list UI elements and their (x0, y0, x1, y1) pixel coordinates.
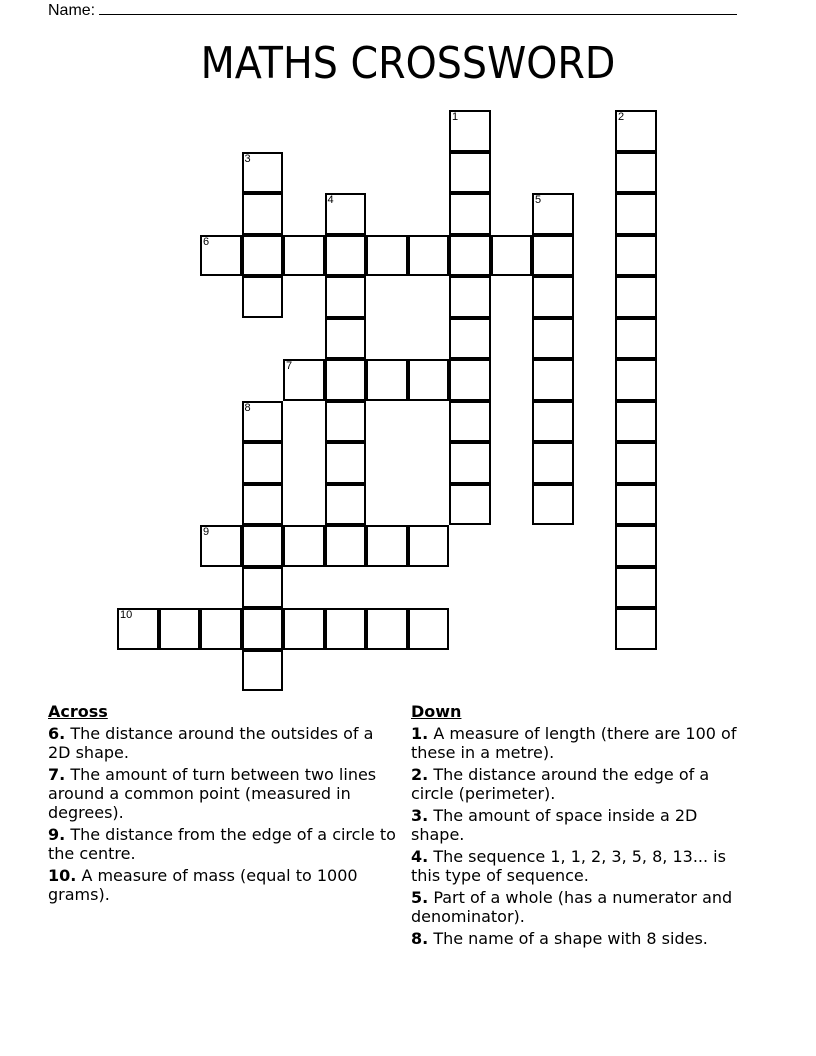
crossword-cell[interactable] (325, 235, 367, 277)
clue-number: 2. (411, 765, 429, 784)
across-clue (48, 866, 398, 904)
clue-number: 1 (452, 111, 459, 123)
crossword-cell[interactable] (325, 442, 367, 484)
crossword-cell[interactable] (615, 608, 657, 650)
crossword-cell[interactable] (449, 318, 491, 360)
clue-number: 3 (244, 152, 251, 165)
crossword-cell[interactable] (242, 401, 284, 443)
clue-number: 4 (327, 194, 334, 206)
crossword-cell[interactable] (242, 276, 284, 318)
crossword-cell[interactable] (615, 567, 657, 609)
crossword-cell[interactable] (532, 318, 574, 360)
crossword-cell[interactable] (449, 442, 491, 484)
across-clue (48, 825, 398, 863)
crossword-cell[interactable] (242, 442, 284, 484)
clue-number: 10 (120, 609, 133, 621)
down-clue (411, 806, 751, 844)
crossword-cell[interactable] (449, 401, 491, 443)
down-clue (411, 765, 751, 803)
clue-number: 6. (48, 724, 66, 743)
crossword-cell[interactable] (366, 235, 408, 277)
down-clues (411, 702, 751, 951)
clue-text: Part of a whole (has a numerator and denominator). (411, 888, 733, 926)
crossword-cell[interactable] (532, 276, 574, 318)
crossword-cell[interactable] (491, 235, 533, 277)
across-clue (48, 724, 398, 762)
clue-text: The amount of turn between two lines around a common point (measured in degrees). (48, 765, 377, 822)
crossword-cell[interactable] (408, 359, 450, 401)
crossword-cell[interactable] (449, 484, 491, 526)
clue-number: 2 (618, 111, 625, 123)
crossword-cell[interactable] (159, 608, 201, 650)
crossword-cell[interactable] (615, 442, 657, 484)
crossword-cell[interactable] (325, 484, 367, 526)
crossword-cell[interactable] (449, 110, 491, 152)
crossword-cell[interactable] (242, 525, 284, 567)
crossword-cell[interactable] (615, 193, 657, 235)
crossword-cell[interactable] (325, 193, 367, 235)
across-clues (48, 702, 398, 907)
crossword-cell[interactable] (366, 359, 408, 401)
crossword-cell[interactable] (408, 525, 450, 567)
crossword-cell[interactable] (449, 235, 491, 277)
down-clue (411, 724, 751, 762)
crossword-cell[interactable] (325, 608, 367, 650)
crossword-cell[interactable] (449, 152, 491, 194)
down-clue (411, 888, 751, 926)
clue-number: 7. (48, 765, 66, 784)
crossword-cell[interactable] (408, 235, 450, 277)
crossword-cell[interactable] (615, 484, 657, 526)
crossword-cell[interactable] (449, 359, 491, 401)
clue-number: 9. (48, 825, 66, 844)
clue-text: A measure of mass (equal to 1000 grams). (48, 866, 358, 904)
clue-number: 5. (411, 888, 429, 907)
crossword-cell[interactable] (283, 525, 325, 567)
crossword-cell[interactable] (242, 650, 284, 692)
crossword-cell[interactable] (615, 525, 657, 567)
crossword-cell[interactable] (200, 608, 242, 650)
clue-text: The sequence 1, 1, 2, 3, 5, 8, 13... is this type of sequence. (411, 847, 726, 885)
crossword-cell[interactable] (615, 235, 657, 277)
crossword-cell[interactable] (325, 401, 367, 443)
clue-text: The name of a shape with 8 sides. (433, 929, 708, 948)
crossword-cell[interactable] (200, 235, 242, 277)
crossword-cell[interactable] (532, 193, 574, 235)
crossword-cell[interactable] (325, 525, 367, 567)
across-heading: Across (48, 702, 108, 721)
down-clue (411, 847, 751, 885)
down-clue-list (411, 724, 751, 948)
clue-number: 4. (411, 847, 429, 866)
clue-number: 3. (411, 806, 429, 825)
clue-number: 8 (244, 401, 251, 414)
clue-number: 9 (203, 526, 210, 538)
crossword-cell[interactable] (408, 608, 450, 650)
crossword-cell[interactable] (242, 152, 284, 194)
clue-text: A measure of length (there are 100 of these in a metre). (411, 724, 737, 762)
crossword-cell[interactable] (283, 235, 325, 277)
crossword-cell[interactable] (615, 359, 657, 401)
crossword-cell[interactable] (532, 484, 574, 526)
crossword-cell[interactable] (366, 525, 408, 567)
crossword-cell[interactable] (325, 359, 367, 401)
crossword-cell[interactable] (449, 193, 491, 235)
crossword-cell[interactable] (242, 235, 284, 277)
crossword-cell[interactable] (615, 276, 657, 318)
across-clue-list (48, 724, 398, 904)
clue-number: 7 (286, 360, 293, 372)
crossword-cell[interactable] (366, 608, 408, 650)
crossword-cell[interactable] (200, 525, 242, 567)
clue-number: 10. (48, 866, 77, 885)
name-label: Name: (48, 2, 96, 19)
crossword-cell[interactable] (283, 608, 325, 650)
crossword-cell[interactable] (532, 235, 574, 277)
crossword-cell[interactable] (615, 152, 657, 194)
clue-number: 6 (203, 235, 210, 248)
clue-number: 5 (535, 194, 542, 206)
clue-text: The distance from the edge of a circle to the centre. (48, 825, 396, 863)
crossword-cell[interactable] (532, 359, 574, 401)
crossword-cell[interactable] (532, 401, 574, 443)
clue-number: 1. (411, 724, 429, 743)
page-title: MATHS CROSSWORD (200, 38, 616, 89)
crossword-cell[interactable] (615, 401, 657, 443)
crossword-cell[interactable] (242, 193, 284, 235)
down-heading: Down (411, 702, 462, 721)
crossword-cell[interactable] (532, 442, 574, 484)
crossword-cell[interactable] (449, 276, 491, 318)
crossword-cell[interactable] (242, 567, 284, 609)
crossword-cell[interactable] (242, 484, 284, 526)
crossword-cell[interactable] (117, 608, 159, 650)
clue-text: The distance around the outsides of a 2D shape. (48, 724, 374, 762)
crossword-cell[interactable] (615, 318, 657, 360)
across-clue (48, 765, 398, 822)
crossword-cell[interactable] (242, 608, 284, 650)
clue-text: The distance around the edge of a circle (perimeter). (411, 765, 710, 803)
down-clue (411, 929, 751, 948)
crossword-cell[interactable] (283, 359, 325, 401)
crossword-cell[interactable] (325, 318, 367, 360)
clue-text: The amount of space inside a 2D shape. (411, 806, 698, 844)
clue-number: 8. (411, 929, 429, 948)
crossword-cell[interactable] (615, 110, 657, 152)
crossword-cell[interactable] (325, 276, 367, 318)
